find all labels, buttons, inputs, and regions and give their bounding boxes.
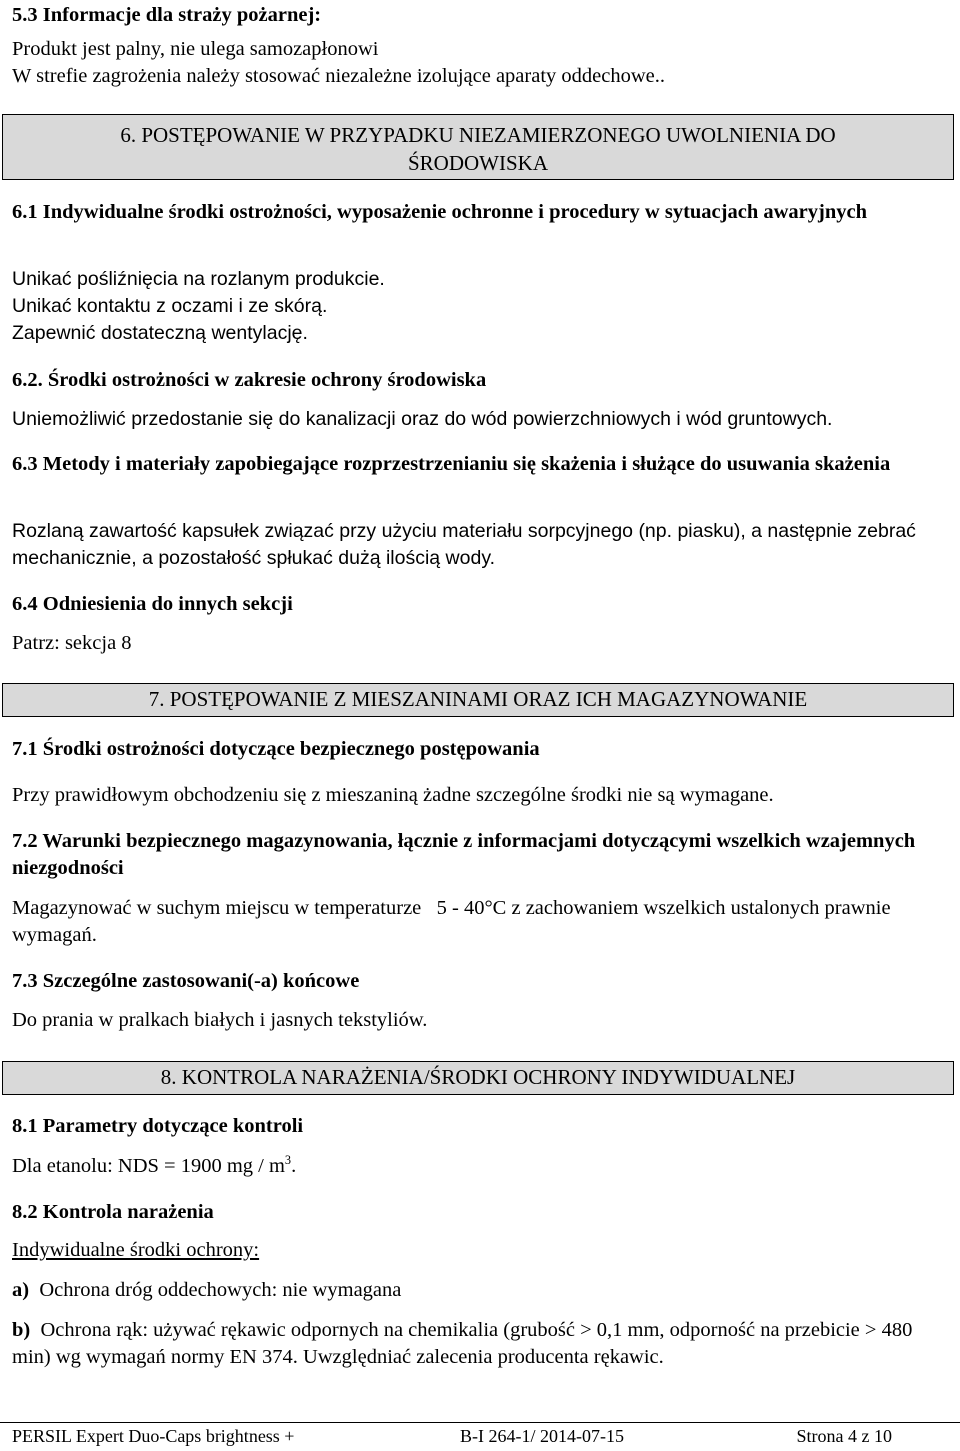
section-6-1-line-1: Unikać pośliźnięcia na rozlanym produkcie. [12,268,385,290]
item-b-label: b) [12,1319,31,1341]
section-6-title-band [2,114,954,180]
section-7-1-heading: 7.1 Środki ostrożności dotyczące bezpiecznego postępowania [12,738,540,760]
section-7-title-band [2,683,954,717]
footer-product-name: PERSIL Expert Duo-Caps brightness + [12,1426,295,1446]
item-a [12,1277,950,1304]
ethanol-nds-superscript: 3 [284,1153,292,1168]
section-6-1-heading: 6.1 Indywidualne środki ostrożności, wyposażenie ochronne i procedury w sytuacjach awaryjnych [12,201,867,223]
section-8-1-text [12,1153,950,1180]
section-6-3-heading: 6.3 Metody i materiały zapobiegające rozprzestrzenianiu się skażenia i służące do usuwania skażenia [12,453,891,475]
section-5-3-line-1: Produkt jest palny, nie ulega samozapłonowi [12,38,379,60]
section-6-3-text: Rozlaną zawartość kapsułek związać przy użyciu materiału sorpcyjnego (np. piasku), a następnie zebrać mechanicznie, a pozostałość spłukać dużą ilością wody. [12,520,916,569]
ethanol-nds-value: Dla etanolu: NDS = 1900 mg / m [12,1155,285,1177]
ethanol-nds-end: . [291,1155,297,1177]
footer-document-id: B-I 264-1/ 2014-07-15 [460,1426,624,1446]
section-5-3-heading: 5.3 Informacje dla straży pożarnej: [12,4,322,26]
section-8-1-heading: 8.1 Parametry dotyczące kontroli [12,1115,304,1137]
section-7-2-text: Magazynować w suchym miejscu w temperaturze 5 - 40°C z zachowaniem wszelkich ustalonych prawnie wymagań. [12,897,896,946]
section-6-2-heading: 6.2. Środki ostrożności w zakresie ochrony środowiska [12,369,487,391]
section-7-2-heading: 7.2 Warunki bezpiecznego magazynowania, łącznie z informacjami dotyczącymi wszelkich wzajemnych niezgodności [12,830,916,879]
section-8-2-heading: 8.2 Kontrola narażenia [12,1201,214,1223]
footer-divider [0,1422,960,1423]
section-6-1-line-2: Unikać kontaktu z oczami i ze skórą. [12,295,328,317]
section-6-4-heading: 6.4 Odniesienia do innych sekcji [12,593,293,615]
section-8-title-band [2,1061,954,1095]
item-a-text: Ochrona dróg oddechowych: nie wymagana [29,1279,402,1301]
section-5-3-line-2: W strefie zagrożenia należy stosować niezależne izolujące aparaty oddechowe.. [12,65,665,87]
section-6-2-text: Uniemożliwić przedostanie się do kanalizacji oraz do wód powierzchniowych i wód gruntowych. [12,408,833,430]
item-b-text: Ochrona rąk: używać rękawic odpornych na chemikalia (grubość > 0,1 mm, odporność na przebicie > 480 min) wg wymagań normy EN 374. Uwzględniać zalecenia producenta rękawic. [12,1319,918,1368]
ppe-subheading: Indywidualne środki ochrony: [12,1239,260,1261]
section-7-1-text: Przy prawidłowym obchodzeniu się z mieszaniną żadne szczególne środki nie są wymagane. [12,784,774,806]
section-7-3-text: Do prania w pralkach białych i jasnych tekstyliów. [12,1009,428,1031]
item-a-label: a) [12,1279,30,1301]
footer-page-number: Strona 4 z 10 [796,1426,892,1446]
section-6-4-text: Patrz: sekcja 8 [12,632,132,654]
section-6-title-line-1: 6. POSTĘPOWANIE W PRZYPADKU NIEZAMIERZONEGO UWOLNIENIA DO [120,123,836,147]
section-6-title-line-2: ŚRODOWISKA [407,151,548,175]
section-8-2-subheading [12,1237,950,1264]
section-7-3-heading: 7.3 Szczególne zastosowani(-a) końcowe [12,970,360,992]
section-8-title: 8. KONTROLA NARAŻENIA/ŚRODKI OCHRONY INDYWIDUALNEJ [160,1065,796,1089]
section-6-1-line-3: Zapewnić dostateczną wentylację. [12,322,308,344]
section-7-title: 7. POSTĘPOWANIE Z MIESZANINAMI ORAZ ICH MAGAZYNOWANIE [148,687,808,711]
item-b [12,1317,950,1371]
